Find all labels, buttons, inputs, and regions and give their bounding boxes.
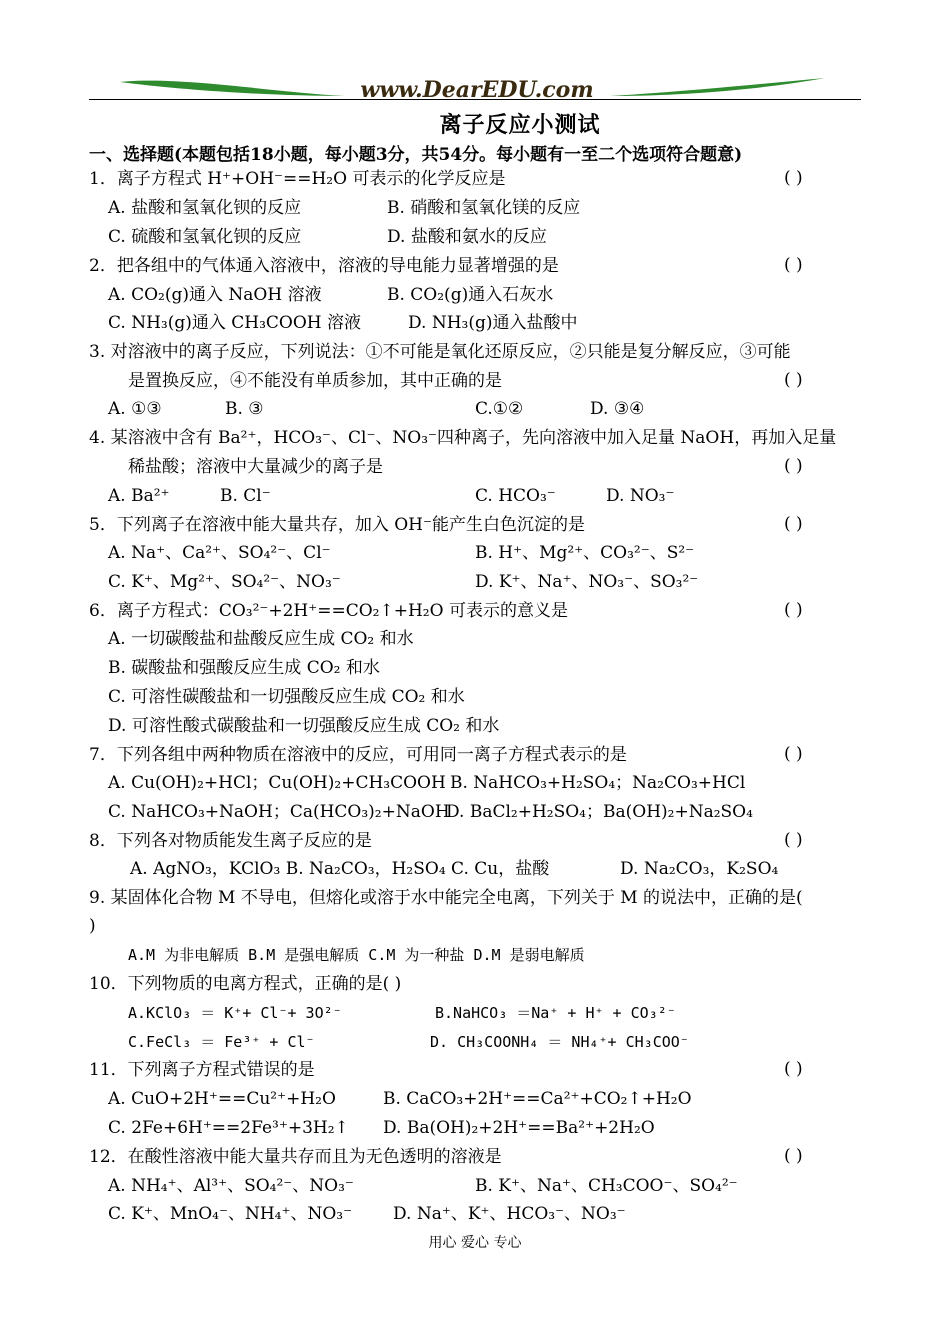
- q2-stem: 2．把各组中的气体通入溶液中，溶液的导电能力显著增强的是: [89, 256, 559, 276]
- q3-stem-line2: 是置换反应，④不能没有单质参加，其中正确的是: [128, 371, 502, 391]
- q12-answer-paren: ( ): [784, 1146, 803, 1166]
- q4-answer-paren: ( ): [784, 456, 803, 476]
- q7-option-a: A. Cu(OH)₂+HCl；Cu(OH)₂+CH₃COOH: [108, 773, 446, 793]
- q6-option-c: C. 可溶性碳酸盐和一切强酸反应生成 CO₂ 和水: [108, 687, 465, 707]
- logo-swoosh-right: [610, 78, 825, 96]
- q4-stem-line2: 稀盐酸；溶液中大量减少的离子是: [128, 457, 383, 477]
- q2-option-d: D. NH₃(g)通入盐酸中: [408, 313, 578, 333]
- q4-stem-line1: 4. 某溶液中含有 Ba²⁺，HCO₃⁻、Cl⁻、NO₃⁻四种离子，先向溶液中加入足量 NaOH，再加入足量: [89, 428, 837, 448]
- q8-option-d: D. Na₂CO₃，K₂SO₄: [620, 859, 779, 879]
- q10-option-d: D. CH₃COONH₄ ＝ NH₄⁺+ CH₃COO⁻: [430, 1033, 689, 1051]
- q1-answer-paren: ( ): [784, 168, 803, 188]
- q3-stem-line1: 3. 对溶液中的离子反应，下列说法：①不可能是氧化还原反应，②只能是复分解反应，③可能: [89, 342, 791, 362]
- q12-option-c: C. K⁺、MnO₄⁻、NH₄⁺、NO₃⁻: [108, 1204, 353, 1224]
- logo-swoosh-left: [120, 81, 345, 96]
- q11-option-c: C. 2Fe+6H⁺==2Fe³⁺+3H₂↑: [108, 1118, 349, 1138]
- q10-option-b: B.NaHCO₃ ＝Na⁺ + H⁺ + CO₃²⁻: [435, 1004, 676, 1022]
- q2-answer-paren: ( ): [784, 255, 803, 275]
- q5-answer-paren: ( ): [784, 514, 803, 534]
- q2-option-b: B. CO₂(g)通入石灰水: [387, 285, 554, 305]
- q6-stem: 6．离子方程式：CO₃²⁻+2H⁺==CO₂↑+H₂O 可表示的意义是: [89, 601, 568, 621]
- q12-option-d: D. Na⁺、K⁺、HCO₃⁻、NO₃⁻: [393, 1204, 626, 1224]
- q6-option-a: A. 一切碳酸盐和盐酸反应生成 CO₂ 和水: [108, 629, 414, 649]
- q5-option-c: C. K⁺、Mg²⁺、SO₄²⁻、NO₃⁻: [108, 572, 341, 592]
- q9-stem-line1: 9. 某固体化合物 M 不导电，但熔化或溶于水中能完全电离，下列关于 M 的说法中，正确的是(: [89, 888, 803, 908]
- q7-answer-paren: ( ): [784, 744, 803, 764]
- q3-option-a: A. ①③: [108, 399, 162, 419]
- q10-option-c: C.FeCl₃ ＝ Fe³⁺ + Cl⁻: [128, 1033, 315, 1051]
- q7-option-b: B. NaHCO₃+H₂SO₄；Na₂CO₃+HCl: [450, 773, 746, 793]
- q6-option-d: D. 可溶性酸式碳酸盐和一切强酸反应生成 CO₂ 和水: [108, 716, 500, 736]
- q1-option-d: D. 盐酸和氨水的反应: [387, 227, 547, 247]
- q3-option-d: D. ③④: [590, 399, 645, 419]
- q1-option-c: C. 硫酸和氢氧化钡的反应: [108, 227, 302, 247]
- q6-answer-paren: ( ): [784, 600, 803, 620]
- q5-stem: 5．下列离子在溶液中能大量共存，加入 OH⁻能产生白色沉淀的是: [89, 515, 585, 535]
- q10-option-a: A.KClO₃ ＝ K⁺+ Cl⁻+ 3O²⁻: [128, 1004, 342, 1022]
- q3-answer-paren: ( ): [784, 370, 803, 390]
- q10-stem: 10．下列物质的电离方程式，正确的是( ): [89, 974, 402, 994]
- logo-text: www.DearEDU.com: [360, 77, 594, 103]
- q12-stem: 12．在酸性溶液中能大量共存而且为无色透明的溶液是: [89, 1147, 502, 1167]
- q9-stem-line2: ): [89, 916, 96, 936]
- q12-option-b: B. K⁺、Na⁺、CH₃COO⁻、SO₄²⁻: [475, 1176, 738, 1196]
- q7-option-d: D. BaCl₂+H₂SO₄；Ba(OH)₂+Na₂SO₄: [446, 802, 753, 822]
- q3-option-c: C.①②: [475, 399, 524, 419]
- q8-options-abc: A. AgNO₃，KClO₃ B. Na₂CO₃，H₂SO₄ C. Cu，盐酸: [130, 859, 550, 879]
- q11-option-d: D. Ba(OH)₂+2H⁺==Ba²⁺+2H₂O: [383, 1118, 655, 1138]
- q1-option-a: A. 盐酸和氢氧化钡的反应: [108, 198, 302, 218]
- q4-option-b: B. Cl⁻: [220, 486, 271, 506]
- q2-option-a: A. CO₂(g)通入 NaOH 溶液: [108, 285, 322, 305]
- q4-option-c: C. HCO₃⁻: [475, 486, 556, 506]
- q11-answer-paren: ( ): [784, 1059, 803, 1079]
- q6-option-b: B. 碳酸盐和强酸反应生成 CO₂ 和水: [108, 658, 380, 678]
- q1-option-b: B. 硝酸和氢氧化镁的反应: [387, 198, 581, 218]
- q11-option-b: B. CaCO₃+2H⁺==Ca²⁺+CO₂↑+H₂O: [383, 1089, 692, 1109]
- q7-option-c: C. NaHCO₃+NaOH；Ca(HCO₃)₂+NaOH: [108, 802, 450, 822]
- q2-option-c: C. NH₃(g)通入 CH₃COOH 溶液: [108, 313, 362, 333]
- q4-option-a: A. Ba²⁺: [108, 486, 170, 506]
- q12-option-a: A. NH₄⁺、Al³⁺、SO₄²⁻、NO₃⁻: [108, 1176, 354, 1196]
- q11-stem: 11．下列离子方程式错误的是: [89, 1060, 315, 1080]
- q9-options: A.M 为非电解质 B.M 是强电解质 C.M 为一种盐 D.M 是弱电解质: [128, 946, 585, 964]
- header-rule: [89, 99, 861, 100]
- q8-answer-paren: ( ): [784, 830, 803, 850]
- q5-option-a: A. Na⁺、Ca²⁺、SO₄²⁻、Cl⁻: [108, 543, 331, 563]
- q5-option-b: B. H⁺、Mg²⁺、CO₃²⁻、S²⁻: [475, 543, 695, 563]
- q8-stem: 8．下列各对物质能发生离子反应的是: [89, 831, 372, 851]
- q11-option-a: A. CuO+2H⁺==Cu²⁺+H₂O: [108, 1089, 336, 1109]
- q3-option-b: B. ③: [225, 399, 264, 419]
- q4-option-d: D. NO₃⁻: [606, 486, 675, 506]
- page-footer: 用心 爱心 专心: [428, 1235, 522, 1251]
- section-heading: 一、选择题(本题包括18小题，每小题3分，共54分。每小题有一至二个选项符合题意): [89, 145, 743, 165]
- q1-stem: 1．离子方程式 H⁺+OH⁻==H₂O 可表示的化学反应是: [89, 169, 506, 189]
- q5-option-d: D. K⁺、Na⁺、NO₃⁻、SO₃²⁻: [475, 572, 699, 592]
- q7-stem: 7．下列各组中两种物质在溶液中的反应，可用同一离子方程式表示的是: [89, 745, 627, 765]
- page-title: 离子反应小测试: [439, 112, 601, 138]
